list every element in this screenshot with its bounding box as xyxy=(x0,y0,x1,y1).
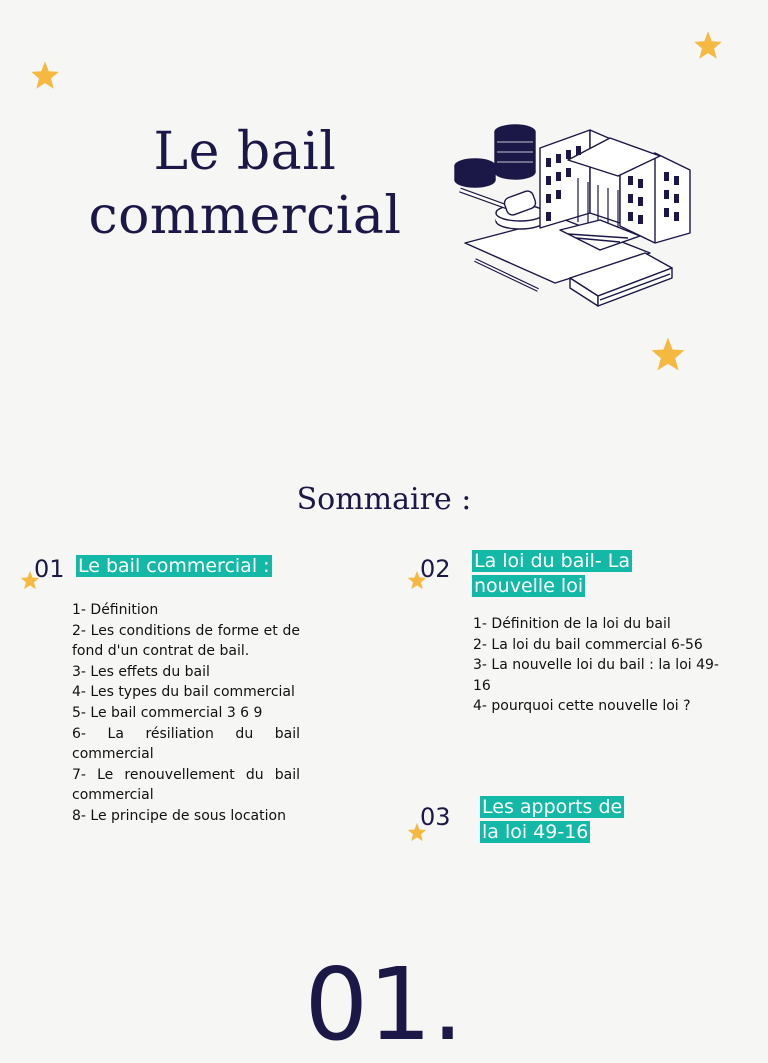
section-heading-01 xyxy=(76,554,272,579)
list-item: 1- Définition de la loi du bail xyxy=(473,616,671,632)
section-number-01: 01 xyxy=(34,555,65,583)
section-heading-line: la loi 49-16 xyxy=(482,821,589,843)
section-number-03: 03 xyxy=(420,803,451,831)
section-heading-line: nouvelle loi xyxy=(474,575,584,597)
star-icon xyxy=(650,336,686,372)
list-item: 1- Définition xyxy=(72,602,159,618)
star-icon xyxy=(693,30,723,60)
star-icon xyxy=(30,60,60,90)
list-item: 7- Le renouvellement du bail commercial xyxy=(72,766,300,804)
section-number-02: 02 xyxy=(420,555,451,583)
next-section-number: 01. xyxy=(304,946,464,1063)
section-heading-text: Le bail commercial : xyxy=(78,555,270,577)
list-item: 3- Les effets du bail xyxy=(72,663,210,680)
list-item: 4- pourquoi cette nouvelle loi ? xyxy=(473,698,691,715)
section-list-01 xyxy=(72,600,300,827)
section-list-02 xyxy=(473,614,719,717)
list-item: 4- Les types du bail commercial xyxy=(72,684,295,701)
section-heading-line: La loi du bail- La xyxy=(474,550,631,572)
list-item: 6- La résiliation du bail commercial xyxy=(72,725,300,763)
page-title xyxy=(40,120,450,248)
list-item: 2- La loi du bail commercial 6-56 xyxy=(473,636,703,653)
section-heading-03 xyxy=(480,795,645,845)
section-heading-02 xyxy=(472,549,647,599)
title-line-1: Le bail xyxy=(153,122,337,182)
law-building-illustration xyxy=(450,118,700,318)
list-item: 8- Le principe de sous location xyxy=(72,807,286,824)
title-line-2: commercial xyxy=(88,186,402,246)
list-item: 3- La nouvelle loi du bail : la loi 49-16 xyxy=(473,657,719,694)
sommaire-title: Sommaire : xyxy=(296,482,472,517)
section-heading-line: Les apports de xyxy=(482,796,623,818)
list-item: 5- Le bail commercial 3 6 9 xyxy=(72,704,263,721)
list-item: 2- Les conditions de forme et de fond d'un contrat de bail. xyxy=(72,622,300,660)
